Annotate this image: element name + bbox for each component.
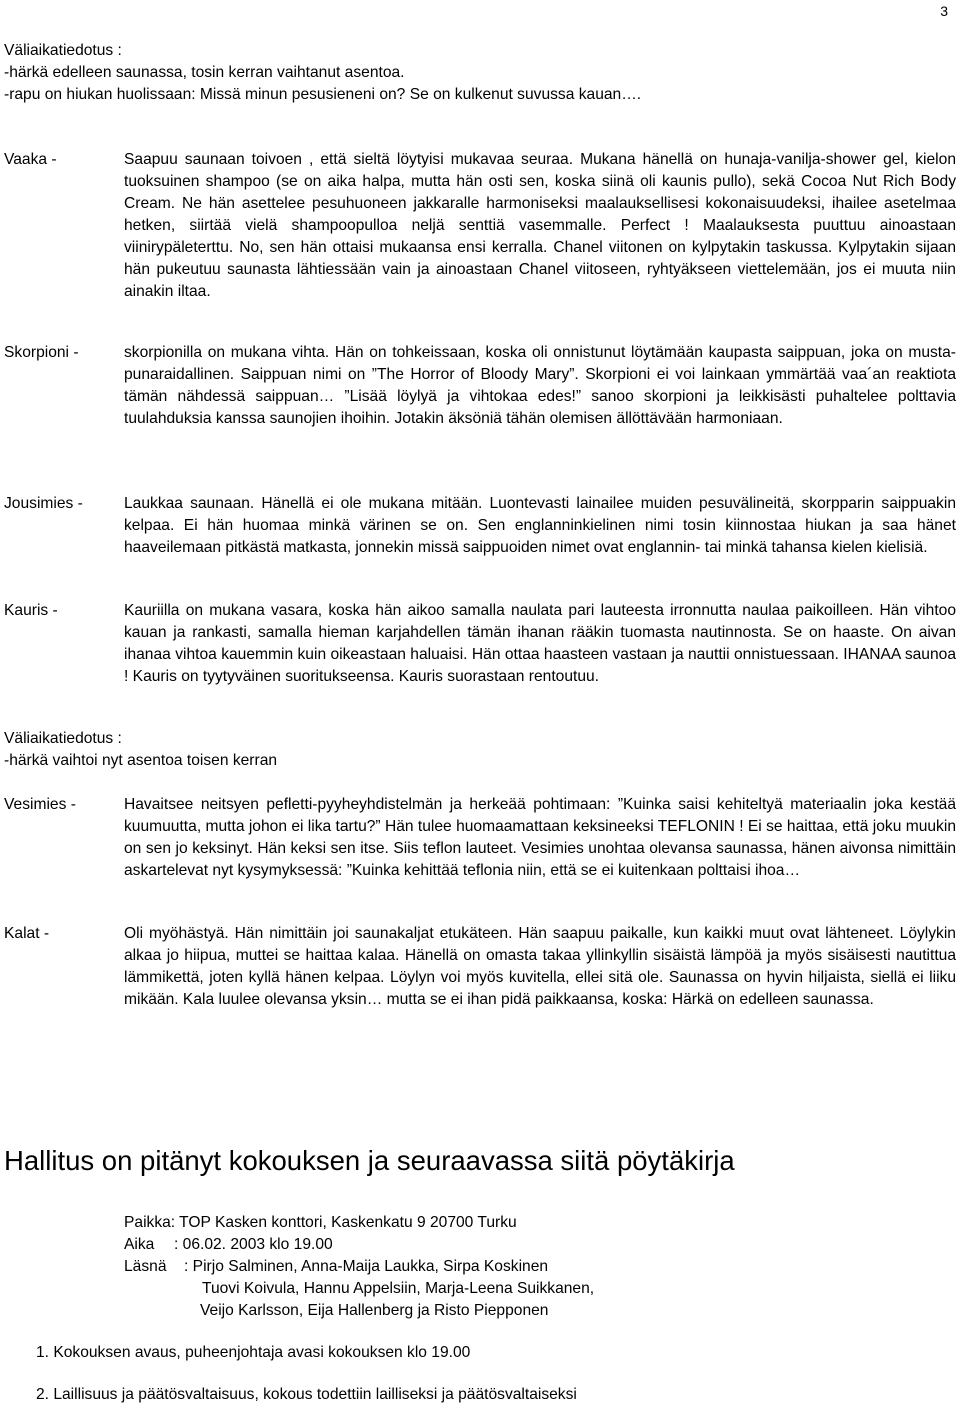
interim-note-line: -härkä vaihtoi nyt asentoa toisen kerran: [4, 752, 278, 769]
entry-label: Vesimies -: [4, 796, 76, 813]
meeting-present: [124, 1256, 594, 1278]
meeting-present-key: Läsnä: [124, 1258, 167, 1275]
entry-vaaka: [4, 149, 956, 303]
entry-kauris: [4, 600, 956, 688]
meeting-time-key: Aika: [124, 1236, 155, 1253]
interim-note-line: -härkä edelleen saunassa, tosin kerran vaihtanut asentoa.: [4, 64, 405, 81]
agenda-item: 1. Kokouksen avaus, puheenjohtaja avasi kokouksen klo 19.00: [36, 1344, 471, 1361]
entry-text: Kauriilla on mukana vasara, koska hän aikoo samalla naulata pari lauteesta irronnutta naulaa paikoilleen. Hän vihtoo kauan ja rankasti, samalla hieman karjahdellen tämän ihanan rääkin tuomasta nautinnosta. Se on haaste. On aivan ihanaa vihtoa kauemmin kuin oikeastaan haluaisi. Hän ottaa haasteen vastaan ja nauttii onnistuessaan. IHANAA saunoa ! Kauris on tyytyväinen suoritukseensa. Kauris suorastaan rentoutuu.: [124, 602, 956, 685]
interim-note-title: Väliaikatiedotus :: [4, 42, 122, 59]
interim-note-title: Väliaikatiedotus :: [4, 730, 122, 747]
entry-text: Laukkaa saunaan. Hänellä ei ole mukana mitään. Luontevasti lainailee muiden pesuvälineitä, skorpparin saippuakin kelpaa. Ei hän huomaa minkä värinen se on. Sen englanninkielinen nimi tosin kiinnostaa hiukan ja saa hänet haaveilemaan pitkästä matkasta, jonnekin missä saippuoiden nimet ovat englannin- tai minkä tahansa kielen kielisiä.: [124, 495, 956, 556]
entry-label: Skorpioni -: [4, 344, 79, 361]
entry-label: Vaaka -: [4, 151, 57, 168]
meeting-present-line: Veijo Karlsson, Eija Hallenberg ja Risto Piepponen: [200, 1302, 549, 1319]
entry-kalat: [4, 923, 956, 1011]
agenda-item: 2. Laillisuus ja päätösvaltaisuus, kokous todettiin lailliseksi ja päätösvaltaiseksi: [36, 1386, 577, 1403]
entry-text: Saapuu saunaan toivoen , että sieltä löytyisi mukavaa seuraa. Mukana hänellä on hunaja-vanilja-shower gel, kielon tuoksuinen shampoo (se on aika halpa, mutta hän osti sen, koska siinä oli kaunis pullo), sekä Cocoa Nut Rich Body Cream. Ne hän asettelee pesuhuoneen jakkaralle harmoniseksi maalauksellisesi kokonaisuudeksi, ihailee asetelmaa hetken, siirtää vielä shampoopulloa neljä senttiä vasemmalle. Perfect ! Maalauksesta puuttuu ainoastaan viinirypäleterttu. No, sen hän ottaisi mukaansa ensi kerralla. Chanel viitonen on kylpytakin taskussa. Kylpytakin sijaan hän pukeutuu saunasta lähtiessään vain ja ainoastaan Chanel viitoseen, ryhtyäkseen viettelemään, jos ei muuta niin ainakin iltaa.: [124, 151, 956, 300]
entry-skorpioni: [4, 342, 956, 430]
interim-note-1: [4, 40, 641, 106]
section-heading: Hallitus on pitänyt kokouksen ja seuraavassa siitä pöytäkirja: [4, 1145, 735, 1176]
entry-text: skorpionilla on mukana vihta. Hän on tohkeissaan, koska oli onnistunut löytämään kaupasta saippuan, joka on musta-punaraidallinen. Saippuan nimi on ”The Horror of Bloody Mary”. Skorpioni ei voi lainkaan ymmärtää vaa´an reaktiota tämän nähdessä saippuan… ”Lisää löylyä ja vihtokaa edes!” sanoo skorpioni ja leikkisästi puhaltelee polttavia tuulahduksia kanssa saunojien ihoihin. Jotakin äksöniä tähän olemisen ällöttävään harmoniaan.: [124, 344, 956, 427]
entry-text: Havaitsee neitsyen pefletti-pyyheyhdistelmän ja herkeää pohtimaan: ”Kuinka saisi kehiteltyä materiaalin joka kestää kuumuutta, mutta johon ei lika tartu?” Hän tulee huomaamattaan keksineeksi TEFLONIN ! Ei se haittaa, että joku muukin on sen jo keksinyt. Hän keksi sen itse. Siis teflon lauteet. Vesimies unohtaa olevansa saunassa, hänen aivonsa nimittäin askartelevat nyt kysymyksessä: ”Kuinka kehittää teflonia niin, että se ei kuitenkaan polttaisi ihoa…: [124, 796, 956, 879]
entry-label: Kauris -: [4, 602, 58, 619]
meeting-place: Paikka: TOP Kasken konttori, Kaskenkatu 9 20700 Turku: [124, 1214, 517, 1231]
page-number: 3: [940, 3, 948, 19]
entry-vesimies: [4, 794, 956, 882]
meeting-time-value: : 06.02. 2003 klo 19.00: [174, 1236, 333, 1253]
interim-note-line: -rapu on hiukan huolissaan: Missä minun pesusieneni on? Se on kulkenut suvussa kauan….: [4, 86, 642, 103]
meeting-present-line: Tuovi Koivula, Hannu Appelsiin, Marja-Leena Suikkanen,: [202, 1280, 595, 1297]
meeting-present-line: : Pirjo Salminen, Anna-Maija Laukka, Sirpa Koskinen: [184, 1258, 549, 1275]
entry-jousimies: [4, 493, 956, 559]
meeting-time: [124, 1234, 594, 1256]
interim-note-2: [4, 728, 277, 772]
entry-label: Kalat -: [4, 925, 50, 942]
meeting-details: [124, 1212, 594, 1322]
entry-label: Jousimies -: [4, 495, 83, 512]
entry-text: Oli myöhästyä. Hän nimittäin joi saunakaljat etukäteen. Hän saapuu paikalle, kun kaikki muut ovat lähteneet. Löylykin alkaa jo hiipua, muttei se haittaa kalaa. Hänellä on omasta takaa yllinkyllin sisäistä lämpöä ja myös sisäisesti nautittua lämmikettä, joten kyllä hänen kelpaa. Löylyn voi myös kuvitella, ellei sitä ole. Saunassa on hyvin hiljaista, siellä ei liiku mikään. Kala luulee olevansa yksin… mutta se ei ihan pidä paikkaansa, koska: Härkä on edelleen saunassa.: [124, 925, 956, 1008]
